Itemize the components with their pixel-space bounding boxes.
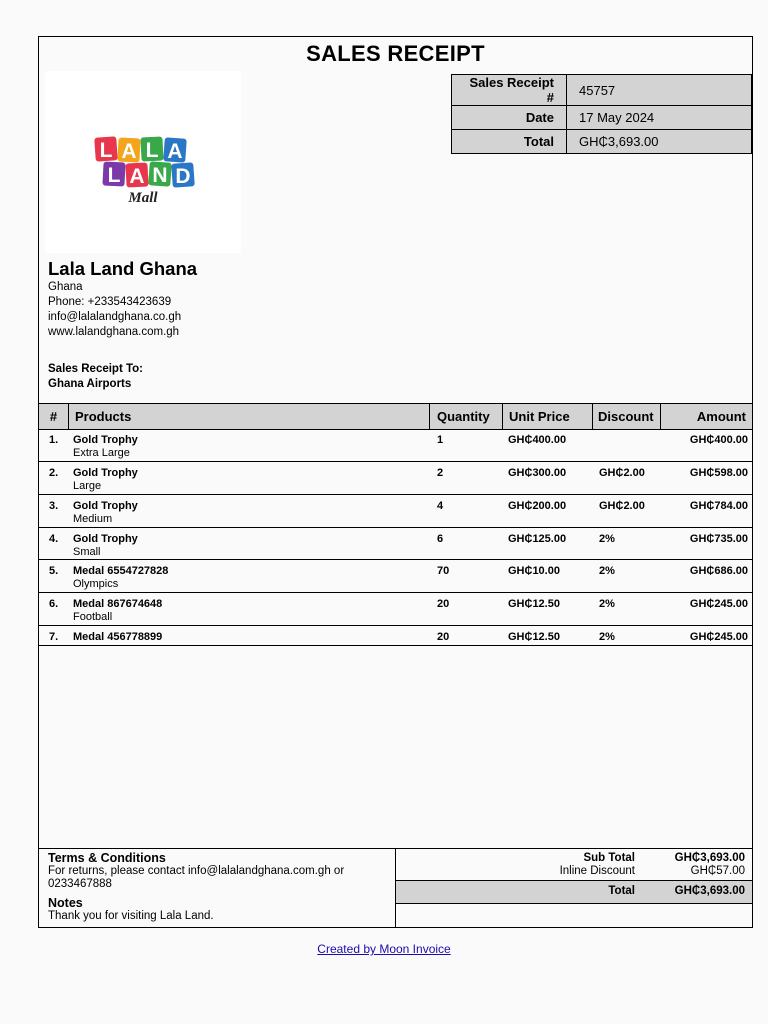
row-num: 7. [49, 631, 59, 643]
svg-text:A: A [129, 165, 145, 188]
company-website: www.lalandghana.com.gh [48, 326, 180, 338]
row-discount: GH₵2.00 [599, 500, 645, 512]
row-qty: 2 [437, 467, 444, 479]
svg-text:L: L [145, 139, 159, 162]
row-amount: GH₵735.00 [689, 533, 748, 545]
row-qty: 20 [437, 598, 450, 610]
items-table-header [39, 403, 752, 430]
row-price: GH₵10.00 [508, 565, 560, 577]
col-products: Products [69, 404, 430, 429]
meta-label: Date [452, 106, 567, 130]
row-qty: 1 [437, 434, 444, 446]
meta-row-total [452, 130, 752, 154]
table-row [39, 626, 752, 646]
col-quantity: Quantity [431, 404, 503, 429]
col-amount: Amount [696, 409, 746, 424]
meta-value: 45757 [567, 75, 752, 106]
row-amount: GH₵686.00 [689, 565, 748, 577]
company-country: Ghana [48, 281, 83, 293]
row-desc: Medium [73, 513, 113, 525]
row-amount: GH₵784.00 [689, 500, 748, 512]
row-price: GH₵400.00 [508, 434, 567, 446]
inline-discount-value: GH₵57.00 [690, 865, 745, 877]
row-discount: 2% [599, 533, 615, 545]
row-num: 6. [49, 598, 59, 610]
page-title: SALES RECEIPT [306, 41, 485, 66]
row-product: Gold Trophy [73, 467, 138, 479]
svg-text:L: L [107, 164, 121, 187]
terms-heading: Terms & Conditions [48, 851, 166, 865]
row-discount: 2% [599, 631, 615, 643]
row-price: GH₵125.00 [508, 533, 567, 545]
table-row [39, 593, 752, 626]
recipient-name: Ghana Airports [48, 378, 132, 390]
created-by-link[interactable]: Created by Moon Invoice [317, 942, 451, 956]
row-discount: 2% [599, 565, 615, 577]
notes-text: Thank you for visiting Lala Land. [48, 910, 214, 922]
terms-notes-section [39, 849, 396, 928]
total-band [396, 880, 752, 904]
row-desc: Large [73, 480, 102, 492]
row-discount: 2% [599, 598, 615, 610]
table-row [39, 429, 752, 462]
row-num: 5. [49, 565, 59, 577]
company-name: Lala Land Ghana [48, 258, 198, 279]
receipt-page [38, 36, 753, 928]
subtotal-value: GH₵3,693.00 [674, 852, 745, 864]
row-qty: 20 [437, 631, 450, 643]
svg-text:L: L [99, 139, 113, 162]
row-amount: GH₵245.00 [689, 631, 748, 643]
recipient-label: Sales Receipt To: [48, 363, 144, 375]
meta-value: 17 May 2024 [567, 106, 752, 130]
row-product: Gold Trophy [73, 500, 138, 512]
row-product: Medal 867674648 [73, 598, 163, 610]
svg-text:D: D [175, 165, 191, 188]
row-desc: Small [73, 546, 101, 558]
terms-line-2: 0233467888 [48, 878, 112, 890]
meta-row-number [452, 75, 752, 106]
row-num: 2. [49, 467, 59, 479]
row-discount: GH₵2.00 [599, 467, 645, 479]
lala-land-mall-logo [45, 71, 241, 253]
table-row [39, 560, 752, 593]
row-product: Medal 6554727828 [73, 565, 169, 577]
subtotal-label: Sub Total [583, 852, 635, 864]
row-desc: Football [73, 611, 113, 623]
receipt-footer [39, 848, 752, 928]
col-num: # [39, 404, 69, 429]
row-price: GH₵200.00 [508, 500, 567, 512]
table-row [39, 528, 752, 560]
svg-text:Mall: Mall [128, 190, 158, 206]
row-price: GH₵12.50 [508, 631, 560, 643]
meta-row-date [452, 106, 752, 130]
company-logo [45, 71, 241, 253]
row-price: GH₵12.50 [508, 598, 560, 610]
svg-text:A: A [121, 140, 137, 163]
row-amount: GH₵598.00 [689, 467, 748, 479]
inline-discount-label: Inline Discount [559, 865, 635, 877]
row-product: Gold Trophy [73, 434, 138, 446]
row-price: GH₵300.00 [508, 467, 567, 479]
col-discount: Discount [594, 404, 661, 429]
svg-text:N: N [152, 164, 168, 187]
meta-label: Total [452, 130, 567, 154]
svg-text:A: A [167, 140, 183, 163]
table-row [39, 462, 752, 495]
row-desc: Olympics [73, 578, 119, 590]
total-label: Total [608, 885, 635, 897]
row-product: Gold Trophy [73, 533, 138, 545]
col-unit-price: Unit Price [504, 404, 593, 429]
row-qty: 70 [437, 565, 450, 577]
row-amount: GH₵400.00 [689, 434, 748, 446]
row-num: 1. [49, 434, 59, 446]
company-phone: Phone: +233543423639 [48, 296, 172, 308]
meta-value: GH₵3,693.00 [567, 130, 752, 154]
row-num: 4. [49, 533, 59, 545]
company-email: info@lalalandghana.co.gh [48, 311, 182, 323]
row-num: 3. [49, 500, 59, 512]
total-value: GH₵3,693.00 [674, 885, 745, 897]
meta-label: Sales Receipt # [452, 75, 567, 106]
table-row [39, 495, 752, 528]
row-qty: 6 [437, 533, 444, 545]
row-qty: 4 [437, 500, 444, 512]
receipt-meta-table [451, 74, 752, 154]
row-product: Medal 456778899 [73, 631, 163, 643]
terms-line-1: For returns, please contact info@lalalandghana.com.gh or [48, 865, 345, 877]
notes-heading: Notes [48, 896, 83, 910]
row-amount: GH₵245.00 [689, 598, 748, 610]
row-desc: Extra Large [73, 447, 130, 459]
